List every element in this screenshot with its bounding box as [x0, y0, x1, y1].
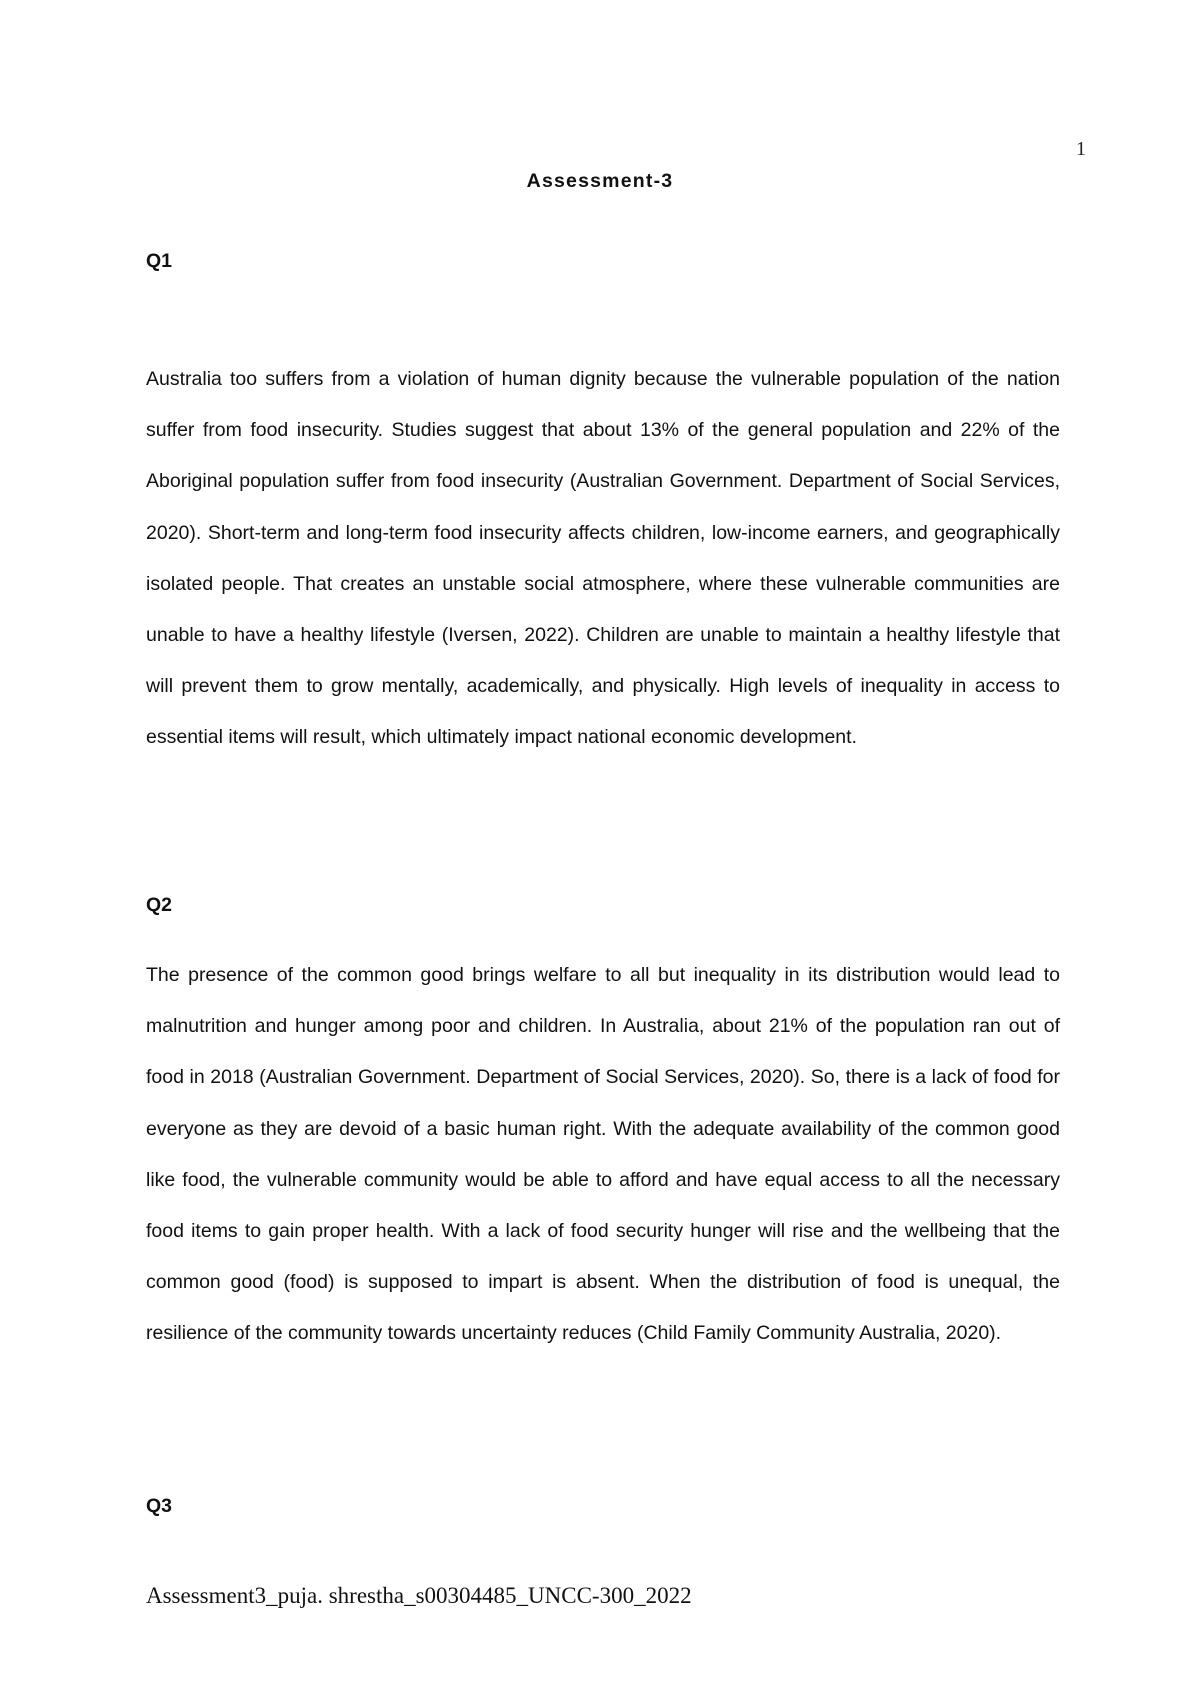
section-heading-q2: Q2 [146, 894, 173, 916]
section-body-q2: The presence of the common good brings welfare to all but inequality in its distribution would lead to malnutrition and hunger among poor and children. In Australia, about 21% of the population ran out of food in 2018 (Australian Government. Department of Social Services, 2020). So, there is a lack of food for everyone as they are devoid of a basic human right. With the adequate availability of the common good like food, the vulnerable community would be able to afford and have equal access to all the necessary food items to gain proper health. With a lack of food security hunger will rise and the wellbeing that the common good (food) is supposed to impart is absent. When the distribution of food is unequal, the resilience of the community towards uncertainty reduces (Child Family Community Australia, 2020). [146, 964, 1060, 1345]
section-heading-q1: Q1 [146, 250, 173, 272]
page-number: 1 [1076, 138, 1086, 160]
document-footer: Assessment3_puja. shrestha_s00304485_UNCC-300_2022 [146, 1583, 692, 1608]
document-title: Assessment-3 [526, 170, 674, 192]
section-heading-q3: Q3 [146, 1495, 173, 1517]
section-body-q1: Australia too suffers from a violation of human dignity because the vulnerable population of the nation suffer from food insecurity. Studies suggest that about 13% of the general population and 22% of the Aboriginal population suffer from food insecurity (Australian Government. Department of Social Services, 2020). Short-term and long-term food insecurity affects children, low-income earners, and geographically isolated people. That creates an unstable social atmosphere, where these vulnerable communities are unable to have a healthy lifestyle (Iversen, 2022). Children are unable to maintain a healthy lifestyle that will prevent them to grow mentally, academically, and physically. High levels of inequality in access to essential items will result, which ultimately impact national economic development. [146, 368, 1060, 749]
